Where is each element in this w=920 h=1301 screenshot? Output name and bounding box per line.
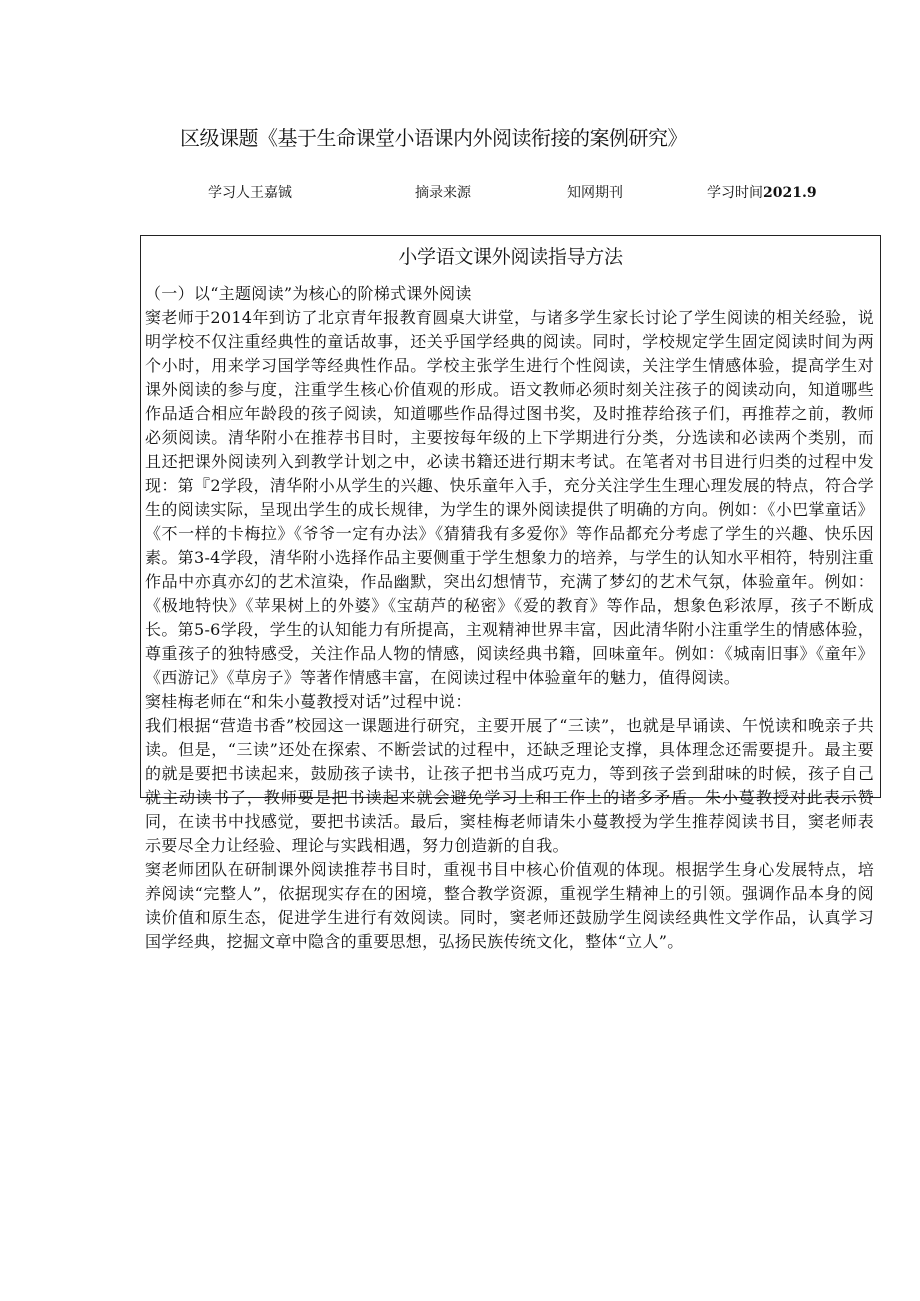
paragraph-team-reading-list: 窦老师团队在研制课外阅读推荐书目时，重视书目中核心价值观的体现。根据学生身心发展特点，培养阅读“完整人”，依据现实存在的困境，整合教学资源，重视学生精神上的引领。强调作品本身的阅读价值和原生态，促进学生进行有效阅读。同时，窦老师还鼓励学生阅读经典性文学作品，认真学习国学经典，挖掘文章中隐含的重要思想，弘扬民族传统文化，整体“立人”。 bbox=[145, 860, 874, 951]
study-time-label: 学习时间 bbox=[707, 185, 763, 201]
article-title: 小学语文课外阅读指导方法 bbox=[398, 246, 623, 268]
source-value: 知网期刊 bbox=[567, 185, 623, 201]
study-time-value: 2021.9 bbox=[763, 185, 817, 201]
learner-name: 学习人王嘉铖 bbox=[208, 185, 292, 201]
study-time bbox=[707, 183, 817, 203]
paragraph-dou-visit: 窦老师于2014年到访了北京青年报教育圆桌大讲堂，与诸多学生家长讨论了学生阅读的相关经验，说明学校不仅注重经典性的童话故事，还关乎国学经典的阅读。同时，学校规定学生固定阅读时间为两个小时，用来学习国学等经典性作品。学校主张学生进行个性阅读，关注学生情感体验，提高学生对课外阅读的参与度，注重学生核心价值观的形成。语文教师必须时刻关注孩子的阅读动向，知道哪些作品适合相应年龄段的孩子阅读，知道哪些作品得过图书奖，及时推荐给孩子们，再推荐之前，教师必须阅读。清华附小在推荐书目时，主要按每年级的上下学期进行分类，分选读和必读两个类别，而且还把课外阅读列入到教学计划之中，必读书籍还进行期末考试。在笔者对书目进行归类的过程中发现：第『2学段，清华附小从学生的兴趣、快乐童年入手，充分关注学生生理心理发展的特点，符合学生的阅读实际，呈现出学生的成长规律，为学生的课外阅读提供了明确的方向。例如：《小巴掌童话》《不一样的卡梅拉》《爷爷一定有办法》《猜猜我有多爱你》等作品都充分考虑了学生的兴趣、快乐因素。第3-4学段，清华附小选择作品主要侧重于学生想象力的培养，与学生的认知水平相符，特别注重作品中亦真亦幻的艺术渲染，作品幽默，突出幻想情节，充满了梦幻的艺术气氛，体验童年。例如：《极地特快》《苹果树上的外婆》《宝葫芦的秘密》《爱的教育》等作品，想象色彩浓厚，孩子不断成长。第5-6学段，学生的认知能力有所提高，主观精神世界丰富，因此清华附小注重学生的情感体验，尊重孩子的独特感受，关注作品人物的情感，阅读经典书籍，回味童年。例如：《城南旧事》《童年》《西游记》《草房子》等著作情感丰富，在阅读过程中体验童年的魅力，值得阅读。 bbox=[145, 308, 874, 687]
document-title: 区级课题《基于生命课堂小语课内外阅读衔接的案例研究》 bbox=[180, 126, 687, 150]
article-box bbox=[140, 235, 881, 951]
paragraph-dialogue-intro: 窦桂梅老师在“和朱小蔓教授对话”过程中说： bbox=[145, 692, 472, 711]
section-heading: （一）以“主题阅读”为核心的阶梯式课外阅读 bbox=[145, 284, 472, 303]
paragraph-three-readings: 我们根据“营造书香”校园这一课题进行研究，主要开展了“三读”，也就是早诵读、午悦读和晚亲子共读。但是，“三读”还处在探索、不断尝试的过程中，还缺乏理论支撑，具体理念还需要提升。最主要的就是要把书读起来，鼓励孩子读书，让孩子把书当成巧克力，等到孩子尝到甜味的时候，孩子自己就主动读书了，教师要是把书读起来就会避免学习上和工作上的诸多矛盾。朱小蔓教授对此表示赞同，在读书中找感觉，要把书读活。最后，窦桂梅老师请朱小蔓教授为学生推荐阅读书目，窦老师表示要尽全力让经验、理论与实践相遇，努力创造新的自我。 bbox=[145, 716, 874, 855]
source-label: 摘录来源 bbox=[415, 185, 471, 201]
